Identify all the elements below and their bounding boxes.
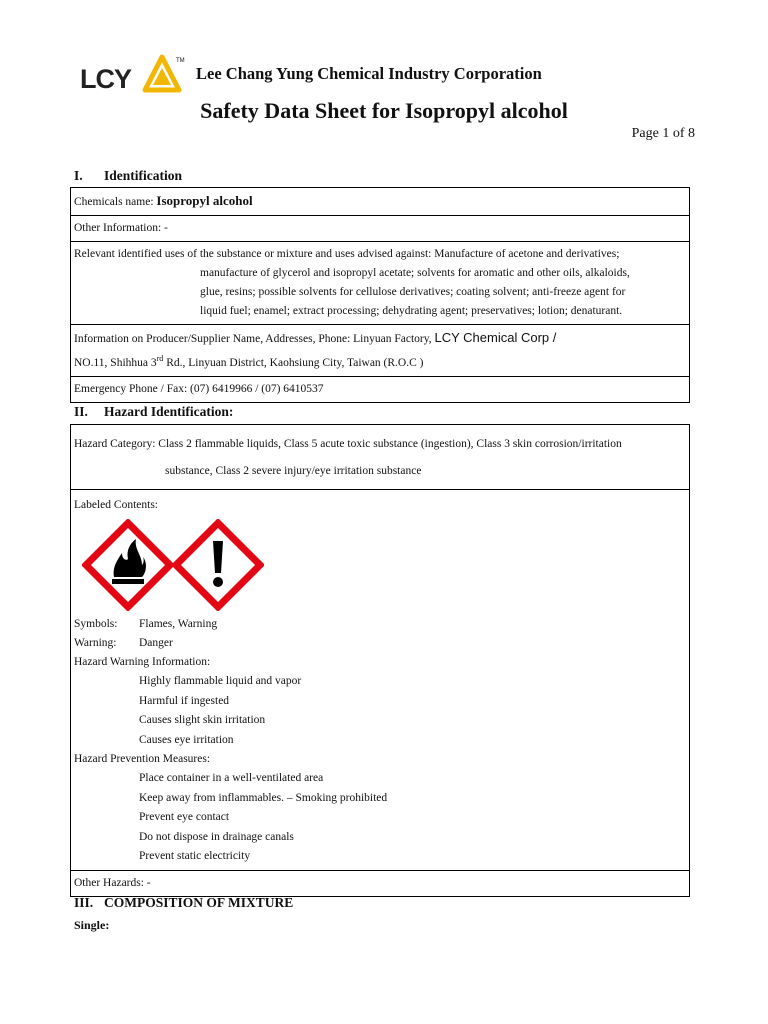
section-3-heading: III. COMPOSITION OF MIXTURE: [74, 895, 294, 910]
emergency-cell: Emergency Phone / Fax: (07) 6419966 / (07) 6410537: [71, 376, 690, 402]
hazard-category-cell: Hazard Category: Class 2 flammable liquids, Class 5 acute toxic substance (ingestion), Class 3 skin corrosion/irritation substance, Class 2 severe injury/eye irritation substance: [71, 425, 690, 490]
list-item: Causes eye irritation: [139, 733, 234, 746]
flame-pictogram-icon: [82, 519, 174, 611]
producer-cell: Information on Producer/Supplier Name, Addresses, Phone: Linyuan Factory, LCY Chemical Corp / NO.11, Shihhua 3rd Rd., Linyuan District, Kaohsiung City, Taiwan (R.O.C ): [71, 325, 690, 377]
table-row: [71, 325, 690, 377]
page-number: Page 1 of 8: [631, 126, 695, 141]
hazard-warning-list: [74, 672, 686, 750]
other-info-cell: Other Information: -: [71, 216, 690, 242]
table-row: [71, 376, 690, 402]
lcy-logo: [80, 52, 186, 96]
section-1-heading: I. Identification: [74, 168, 183, 183]
table-row: [71, 242, 690, 325]
symbols-row: Symbols: Flames, Warning: [74, 618, 218, 630]
logo-text: LCY: [80, 64, 131, 94]
table-row: [71, 425, 690, 490]
other-hazards-cell: Other Hazards: -: [71, 870, 690, 896]
table-row: [71, 870, 690, 896]
hazard-prevention-label: Hazard Prevention Measures:: [74, 753, 211, 765]
list-item: Place container in a well-ventilated area: [139, 772, 324, 784]
section-2-heading: II. Hazard Identification:: [74, 404, 234, 419]
single-label: Single:: [74, 918, 110, 932]
list-item: Keep away from inflammables. – Smoking prohibited: [139, 791, 388, 804]
uses-cell: Relevant identified uses of the substance or mixture and uses advised against: Manufacture of acetone and derivatives; manufacture of glycerol and isopropyl acetate; solvents for aromatic and other oils, alkaloids, glue, resins; possible solvents for cellulose derivatives; coating solvent; anti-freeze agent for liquid fuel; enamel; extract processing; dehydrating agent; preservatives; lotion; denaturant.: [71, 242, 690, 325]
hazard-warning-info-label: Hazard Warning Information:: [74, 656, 211, 668]
table-row: [71, 188, 690, 216]
table-row: [71, 490, 690, 871]
list-item: Harmful if ingested: [139, 694, 230, 707]
list-item: Highly flammable liquid and vapor: [139, 675, 302, 687]
labeled-contents-cell: Labeled Contents: Symbols: Flames, Warning Warning: Danger Hazard Warning Information: Highly flammable liquid and vapor Harmful if ingested Causes slight skin irritation Causes eye irritation Hazard Prevention Measures: Place container in a well-ventilated area Keep away from inflammables. – Smoking prohibited Prevent eye contact Do not dispose in drainage canals Prevent static electricity: [71, 490, 690, 871]
hazard-table: [70, 424, 690, 897]
company-name: Lee Chang Yung Chemical Industry Corporation: [196, 64, 542, 83]
logo-tm: TM: [176, 58, 185, 64]
list-item: Do not dispose in drainage canals: [139, 830, 294, 843]
page-title: Safety Data Sheet for Isopropyl alcohol: [200, 98, 568, 123]
chemical-name-cell: Chemicals name: Isopropyl alcohol: [71, 188, 690, 216]
table-row: [71, 216, 690, 242]
list-item: Causes slight skin irritation: [139, 714, 266, 726]
list-item: Prevent static electricity: [139, 850, 251, 862]
identification-table: [70, 187, 690, 403]
warning-row: Warning: Danger: [74, 637, 173, 649]
exclamation-pictogram-icon: [172, 519, 264, 611]
list-item: Prevent eye contact: [139, 811, 230, 823]
pictograms: [74, 515, 686, 615]
hazard-prevention-list: [74, 769, 686, 867]
